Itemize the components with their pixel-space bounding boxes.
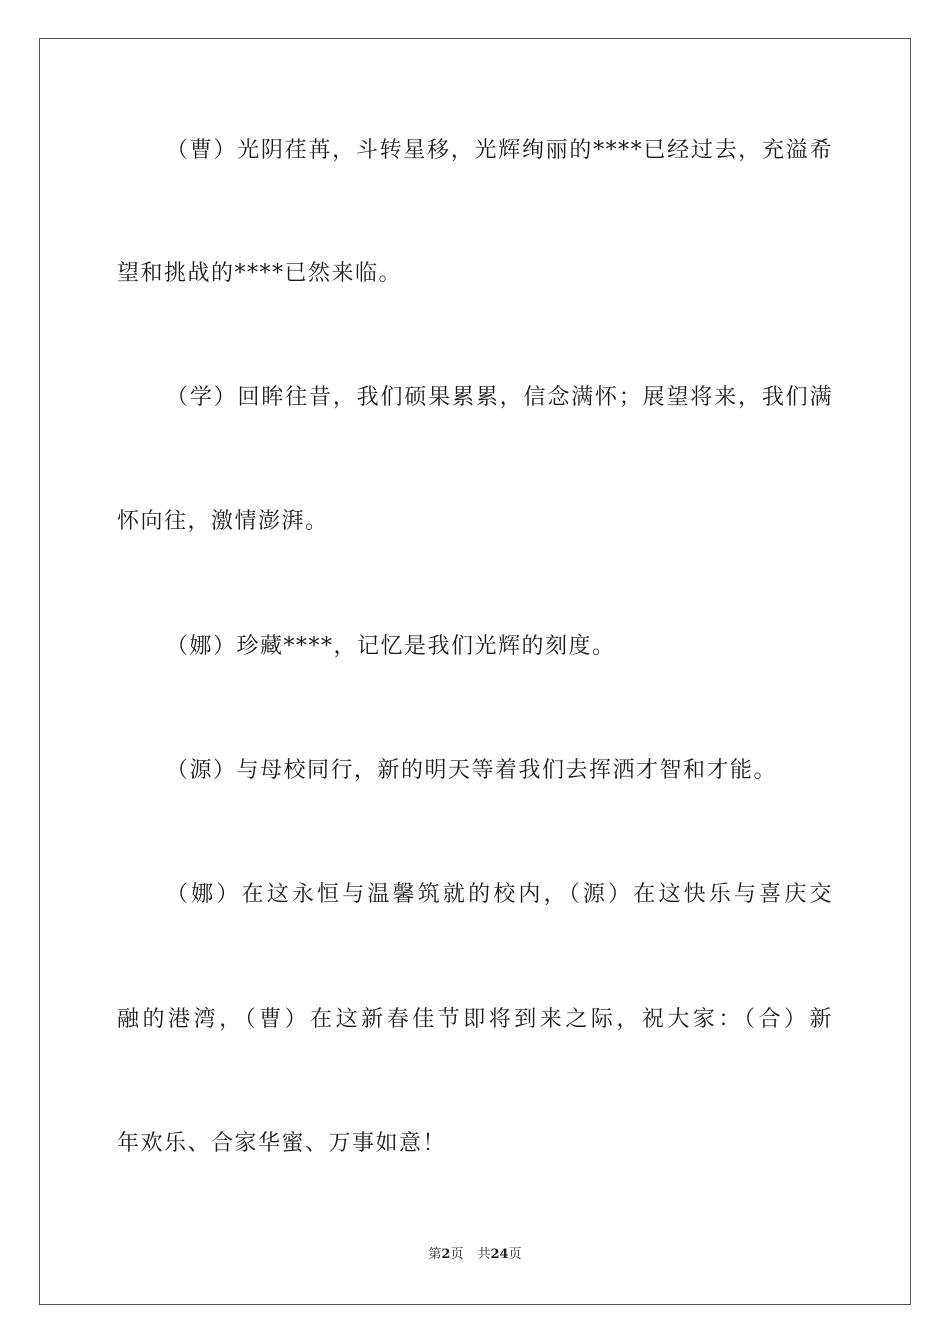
paragraph-line: （学）回眸往昔，我们硕果累累，信念满怀；展望将来，我们满 <box>166 385 833 410</box>
page-frame <box>39 38 911 1305</box>
paragraph-line: （源）与母校同行，新的明天等着我们去挥洒才智和才能。 <box>166 758 778 783</box>
page-footer <box>0 1246 950 1264</box>
paragraph-line: 年欢乐、合家华蜜、万事如意！ <box>117 1131 447 1156</box>
total-page-count: 24 <box>490 1247 509 1262</box>
footer-total-prefix: 共 <box>477 1247 491 1262</box>
current-page-number: 2 <box>441 1247 451 1262</box>
paragraph-line: （娜）珍藏****，记忆是我们光辉的刻度。 <box>166 634 616 659</box>
footer-total-suffix: 页 <box>508 1247 522 1262</box>
paragraph-line: 怀向往，激情澎湃。 <box>117 509 329 534</box>
paragraph-line: （娜）在这永恒与温馨筑就的校内，（源）在这快乐与喜庆交 <box>166 882 833 907</box>
paragraph-line: （曹）光阴荏苒，斗转星移，光辉绚丽的****已经过去，充溢希 <box>166 138 833 163</box>
paragraph-line: 望和挑战的****已然来临。 <box>117 261 403 286</box>
footer-page-suffix: 页 <box>450 1247 464 1262</box>
paragraph-line: 融的港湾，（曹）在这新春佳节即将到来之际，祝大家：（合）新 <box>117 1007 833 1032</box>
footer-prefix: 第 <box>428 1247 442 1262</box>
